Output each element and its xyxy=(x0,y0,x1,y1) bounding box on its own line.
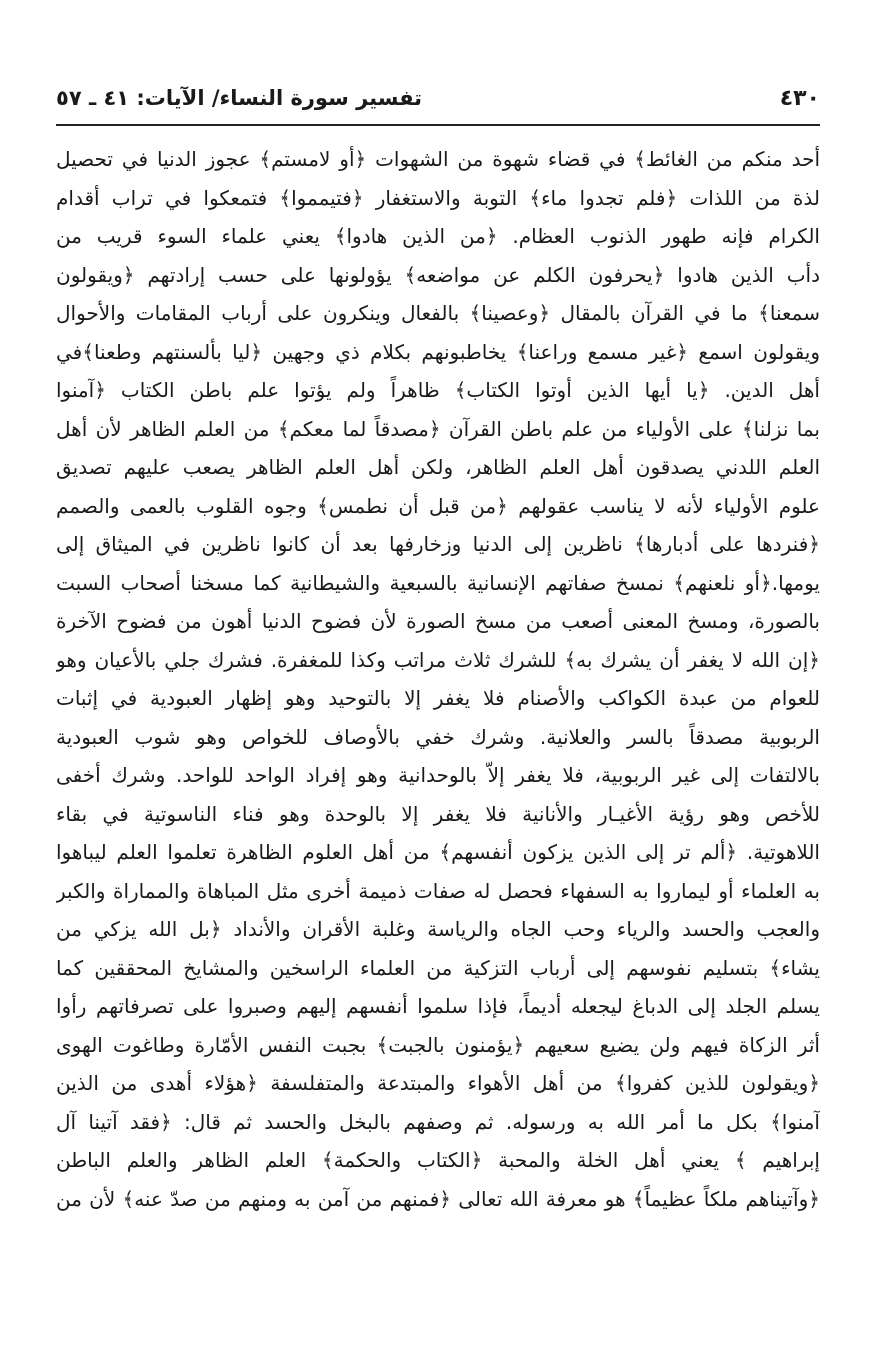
text-line: يسلم الجلد إلى الدباغ ليجعله أديماً، فإذا سلموا أنفسهم إليهم وصبروا على تصرفاتهم رأوا xyxy=(56,994,820,1018)
text-line: يشاء﴾ بتسليم نفوسهم إلى أرباب التزكية من العلماء الراسخين والمشايخ المحققين كما xyxy=(56,955,820,980)
text-line: يومها.﴿أو نلعنهم﴾ نمسخ صفاتهم الإنسانية بالسبعية والشيطانية كما مسخنا أصحاب السبت xyxy=(56,570,820,595)
text-line: اللاهوتية. ﴿ألم تر إلى الذين يزكون أنفسهم﴾ من أهل العلوم الظاهرة تعلموا العلم ليباهوا xyxy=(56,840,820,864)
text-line: إبراهيم ﴾ يعني أهل الخلة والمحبة ﴿الكتاب والحكمة﴾ العلم الظاهر والعلم الباطن xyxy=(56,1148,820,1172)
text-line: ﴿إن الله لا يغفر أن يشرك به﴾ للشرك ثلاث مراتب وكذا للمغفرة. فشرك جلي بالأعيان وهو xyxy=(56,647,820,672)
text-line: أثر الزكاة فيهم ولن يضيع سعيهم ﴿يؤمنون بالجبت﴾ بجبت النفس الأمّارة وطاغوت الهوى xyxy=(56,1032,820,1057)
text-line: أهل الدين. ﴿يا أيها الذين أوتوا الكتاب﴾ ظاهراً ولم يؤتوا علم باطن الكتاب ﴿آمنوا xyxy=(56,378,820,402)
text-line: ﴿ويقولون للذين كفروا﴾ من أهل الأهواء والمبتدعة والمتفلسفة ﴿هؤلاء أهدى من الذين xyxy=(56,1071,820,1095)
text-line: الربوبية مصدقاً بالسر والعلانية. وشرك خفي بالأوصاف للخواص وهو شوب العبودية xyxy=(56,724,820,749)
text-line: للأخص وهو رؤية الأغيـار والأنانية فلا يغفر إلا بالوحدة وهو فناء الناسوتية في بقاء xyxy=(56,801,820,826)
text-line: أحد منكم من الغائط﴾ في قضاء شهوة من الشهوات ﴿أو لامستم﴾ عجوز الدنيا في تحصيل xyxy=(56,147,820,171)
text-line: ﴿فنردها على أدبارها﴾ ناظرين إلى الدنيا وزخارفها بعد أن كانوا ناظرين في الميثاق إلى xyxy=(56,532,820,556)
running-title: تفسير سورة النساء/ الآيات: ٤١ ـ ٥٧ xyxy=(56,86,423,110)
text-line: لذة من اللذات ﴿فلم تجدوا ماء﴾ التوبة والاستغفار ﴿فتيمموا﴾ فتمعكوا في تراب أقدام xyxy=(56,185,820,210)
body-text xyxy=(56,140,820,1218)
text-line: الكرام فإنه طهور الذنوب العظام. ﴿من الذين هادوا﴾ يعني علماء السوء قريب من xyxy=(56,224,820,248)
text-line: بما نزلنا﴾ على الأولياء من علم باطن القرآن ﴿مصدقاً لما معكم﴾ من العلم الظاهر لأن أهل xyxy=(56,416,820,441)
text-line: دأب الذين هادوا ﴿يحرفون الكلم عن مواضعه﴾ يؤولونها على حسب إرادتهم ﴿ويقولون xyxy=(56,262,820,287)
text-line: والعجب والحسد والرياء وحب الجاه والرياسة وغلبة الأقران والأنداد ﴿بل الله يزكي من xyxy=(56,917,820,941)
text-line: علوم الأولياء لأنه لا يناسب عقولهم ﴿من قبل أن نطمس﴾ وجوه القلوب بالعمى والصمم xyxy=(56,493,820,518)
page-header xyxy=(56,82,820,122)
header-rule xyxy=(56,124,820,126)
text-line: بالصورة، ومسخ المعنى أصعب من مسخ الصورة لأن فضوح الدنيا أهون من فضوح الآخرة xyxy=(56,609,820,633)
text-line: العلم اللدني يصدقون أهل العلم الظاهر، ولكن أهل العلم الظاهر يصعب عليهم تصديق xyxy=(56,455,820,479)
text-line: به العلماء أو ليماروا به السفهاء فحصل له صفات ذميمة أخرى مثل المباهاة والمماراة والكبر xyxy=(56,878,820,903)
page-number: ٤٣٠ xyxy=(779,86,820,111)
text-line: آمنوا﴾ بكل ما أمر الله به ورسوله. ثم وصفهم بالبخل والحسد ثم قال: ﴿فقد آتينا آل xyxy=(56,1109,820,1134)
text-line: بالالتفات إلى غير الربوبية، فلا يغفر إلاّ بالوحدانية وهو إفراد الواحد للواحد. وشرك أخفى xyxy=(56,763,820,787)
text-line: ويقولون اسمع ﴿غير مسمع وراعنا﴾ يخاطبونهم بكلام ذي وجهين ﴿ليا بألسنتهم وطعنا﴾في xyxy=(56,339,820,364)
text-line: سمعنا﴾ ما في القرآن بالمقال ﴿وعصينا﴾ بالفعال وينكرون على أرباب المقامات والأحوال xyxy=(56,301,820,325)
text-line: ﴿وآتيناهم ملكاً عظيماً﴾ هو معرفة الله تعالى ﴿فمنهم من آمن به ومنهم من صدّ عنه﴾ لأن من xyxy=(56,1186,820,1211)
text-line: للعوام من عبدة الكواكب والأصنام فلا يغفر إلا بالتوحيد وهو إظهار العبودية في إثبات xyxy=(56,686,820,710)
